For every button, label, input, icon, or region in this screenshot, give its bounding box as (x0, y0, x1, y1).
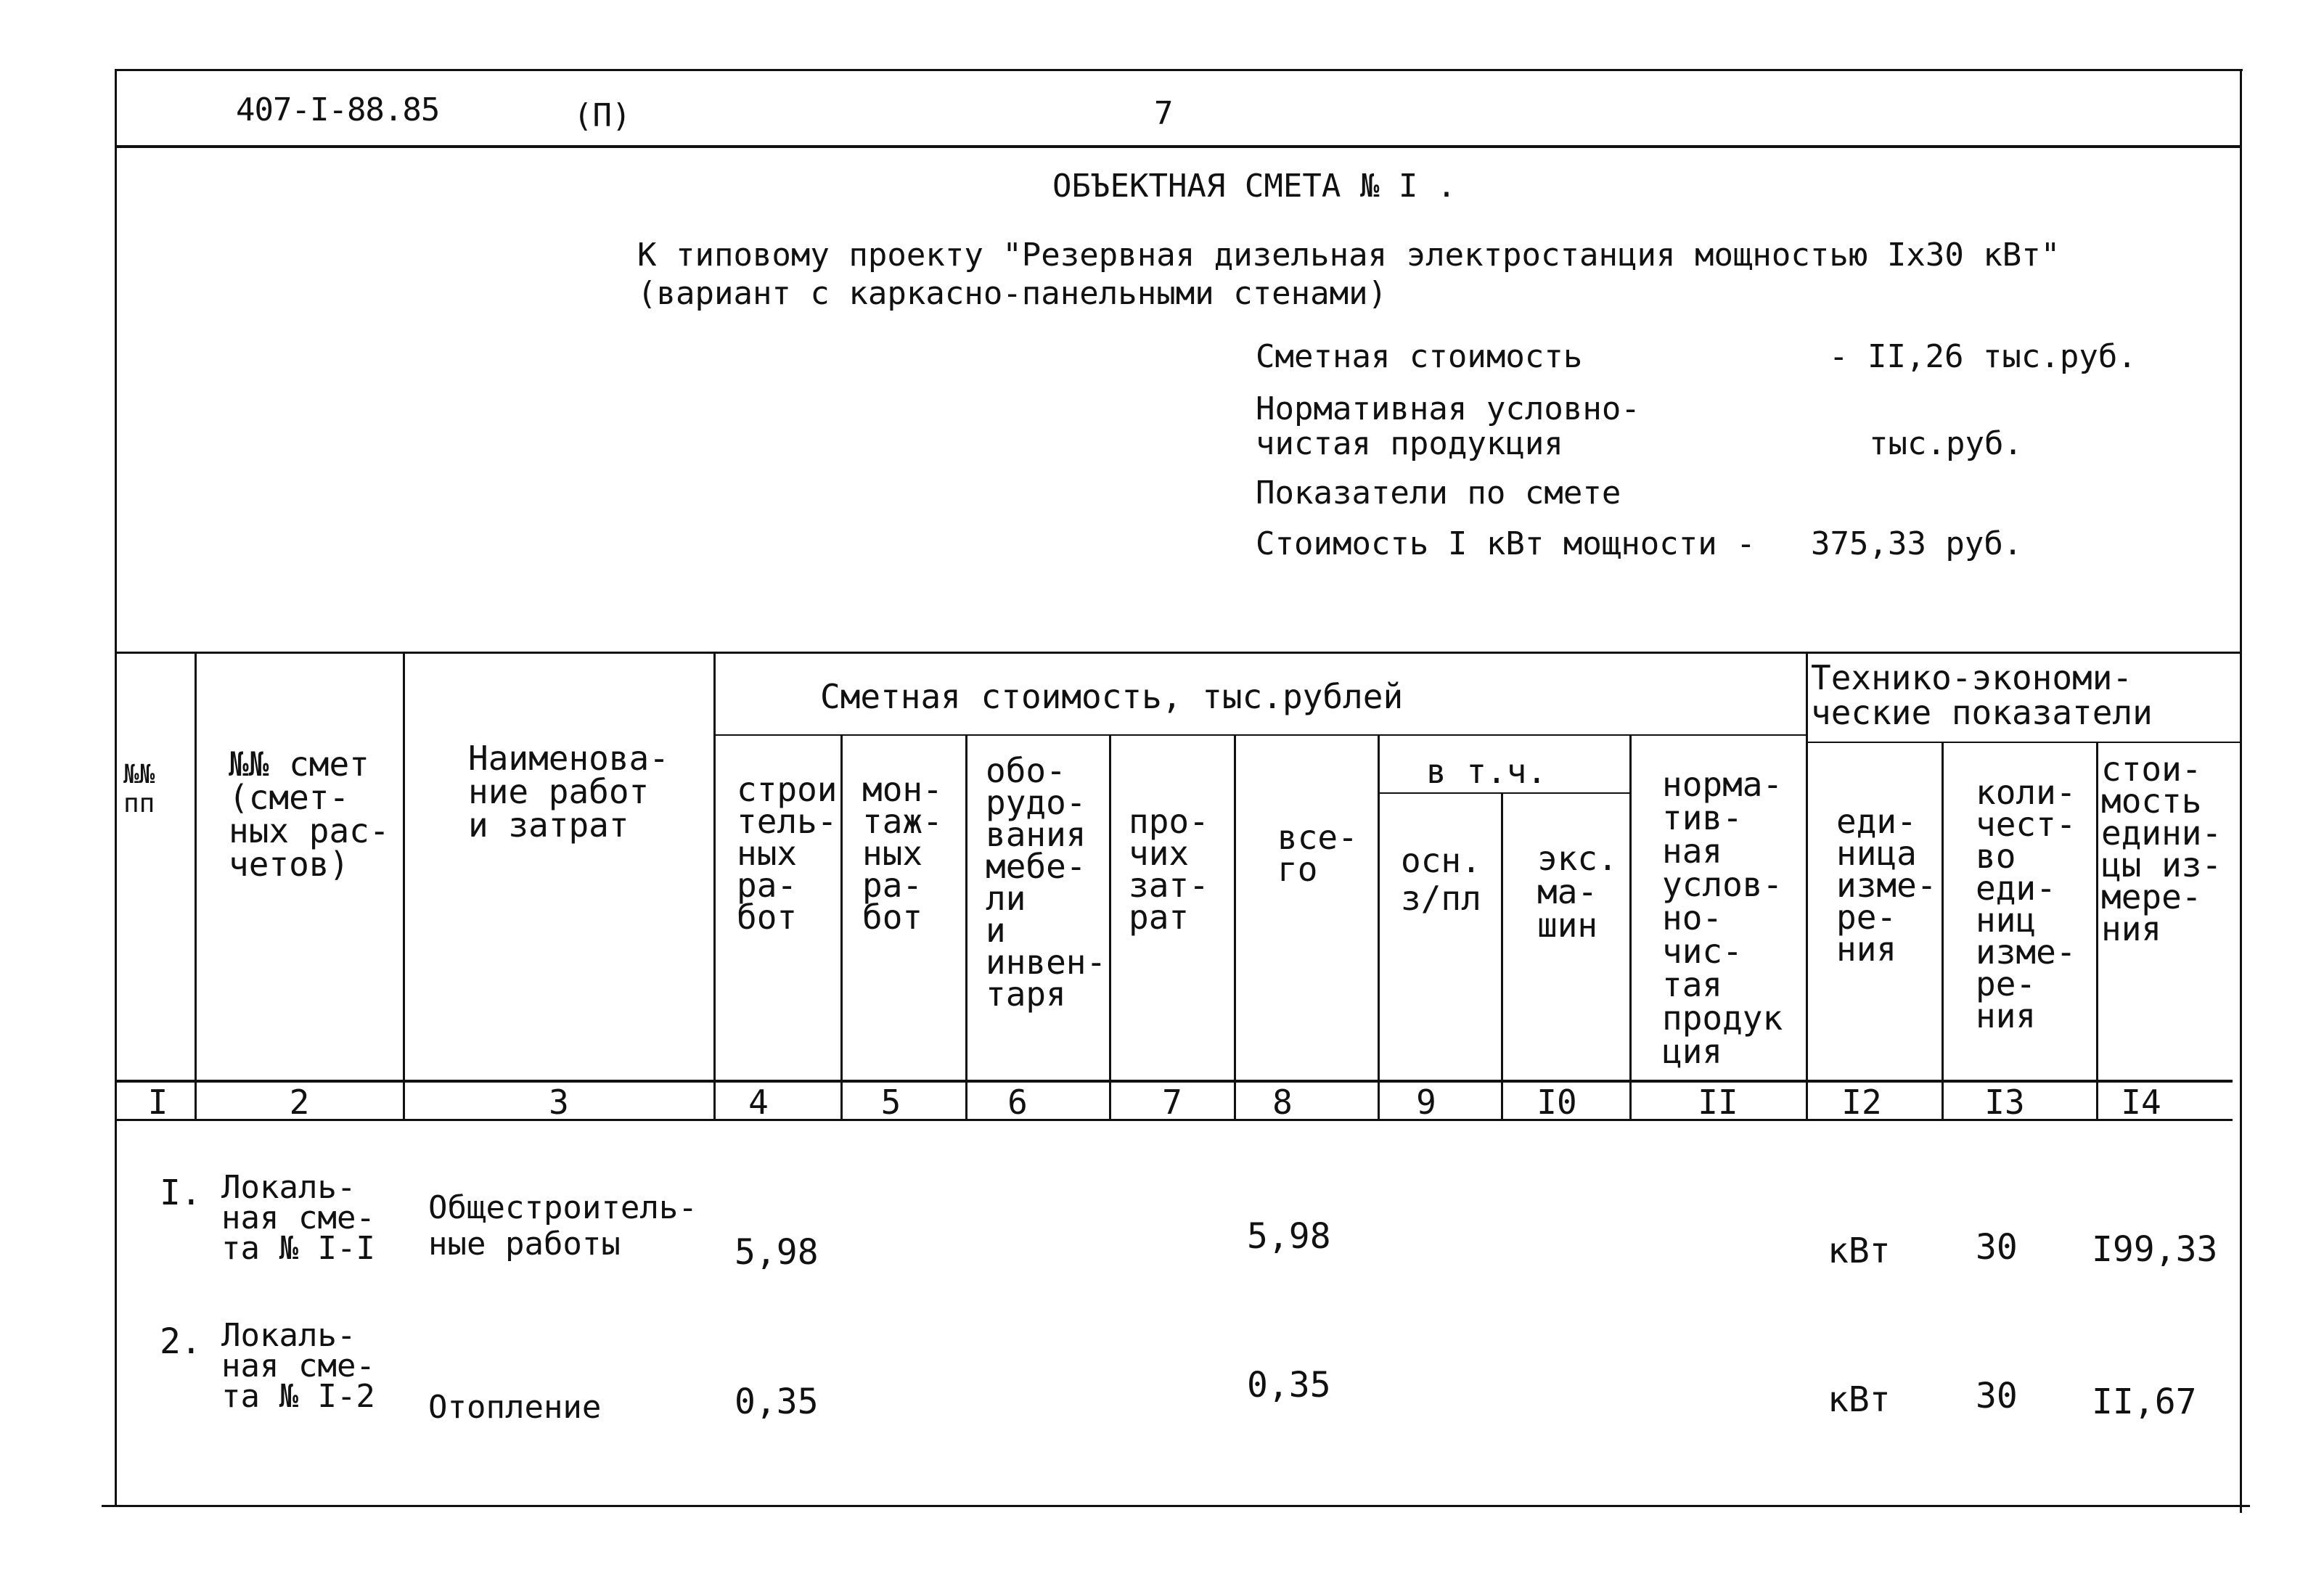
normative-label-1: Нормативная условно- (1256, 390, 1640, 427)
indicators-label: Показатели по смете (1256, 475, 1621, 512)
col-header-2: №№ смет (смет- ных рас- четов) (229, 744, 390, 884)
col-header-6: обо- рудо- вания мебе- ли и инвен- таря (986, 751, 1107, 1014)
row-1-total: 5,98 (1247, 1216, 1331, 1257)
row-1-unit: кВт (1828, 1231, 1891, 1271)
col-number-7: 7 (1162, 1083, 1182, 1122)
col-number-1: I (147, 1083, 168, 1122)
col-line-5 (965, 734, 967, 1120)
col-line-7 (1234, 734, 1236, 1120)
col-header-11: норма- тив- ная услов- но- чис- тая продук ция (1662, 765, 1783, 1071)
col-line-2 (403, 653, 405, 1120)
col-line-11 (1806, 653, 1808, 1120)
row-1-quantity: 30 (1976, 1227, 2018, 1268)
col-header-3: Наименова- ние работ и затрат (468, 739, 669, 845)
row-2-unit-cost: II,67 (2092, 1382, 2197, 1422)
col-number-10: I0 (1537, 1083, 1577, 1122)
frame-left-line (115, 69, 117, 1506)
col-header-1: №№ пп (123, 760, 155, 818)
per-kw-label: Стоимость I кВт мощности - (1256, 525, 1756, 562)
frame-right-line (2240, 69, 2242, 1513)
row-1-name: Общестроитель- ные работы (428, 1189, 697, 1263)
row-2-construction: 0,35 (735, 1382, 819, 1422)
col-number-12: I2 (1841, 1083, 1882, 1122)
col-header-13: коли- чест- во еди- ниц изме- ре- ния (1976, 773, 2077, 1035)
group-header-cost: Сметная стоимость, тыс.рублей (820, 677, 1404, 716)
frame-top-line (116, 69, 2243, 71)
row-1-construction: 5,98 (735, 1232, 819, 1273)
col-header-14: стои- мость едини- цы из- мере- ния (2101, 750, 2222, 948)
col-number-13: I3 (1984, 1083, 2025, 1122)
frame-bottom-line (102, 1505, 2250, 1507)
group-header-underline (715, 734, 1807, 736)
cost-value: - II,26 тыс.руб. (1829, 338, 2137, 375)
col-header-4: строи тель- ных ра- бот (737, 770, 838, 937)
row-2-number: 2. (160, 1321, 202, 1362)
col-line-12 (1942, 742, 1944, 1120)
col-number-4: 4 (748, 1083, 769, 1122)
col-line-3 (713, 653, 716, 1120)
col-header-5: мон- таж- ных ра- бот (862, 770, 943, 937)
group-header-tech: Технико-экономи- ческие показатели (1811, 658, 2153, 732)
col-line-13 (2096, 742, 2098, 1120)
normative-label-2: чистая продукция (1256, 425, 1563, 462)
row-2-estimate: Локаль- ная сме- та № I-2 (221, 1317, 375, 1415)
estimate-title: ОБЪЕКТНАЯ СМЕТА № I . (1052, 168, 1457, 205)
per-kw-value: 375,33 руб. (1811, 525, 2023, 562)
col-line-4 (840, 734, 843, 1120)
col-number-2: 2 (289, 1083, 310, 1122)
col-header-9: осн. з/пл (1401, 841, 1481, 918)
header-bottom-line (116, 145, 2241, 148)
col-line-6 (1109, 734, 1111, 1120)
tech-header-underline (1807, 742, 2240, 743)
col-number-14: I4 (2121, 1083, 2161, 1122)
col-line-1 (195, 653, 197, 1120)
col-number-8: 8 (1272, 1083, 1293, 1122)
col-header-12: еди- ница изме- ре- ния (1836, 802, 1937, 969)
col-header-8: все- го (1277, 818, 1358, 889)
col-number-5: 5 (880, 1083, 901, 1122)
row-1-unit-cost: I99,33 (2092, 1229, 2218, 1270)
col-line-10 (1629, 734, 1632, 1120)
col-number-9: 9 (1416, 1083, 1436, 1122)
col-line-8 (1378, 734, 1380, 1120)
row-2-total: 0,35 (1247, 1365, 1331, 1405)
row-2-name: Отопление (428, 1389, 602, 1426)
cost-label: Сметная стоимость (1256, 338, 1583, 375)
group-header-incl: в т.ч. (1426, 752, 1547, 791)
col-number-11: II (1698, 1083, 1738, 1122)
col-number-6: 6 (1007, 1083, 1028, 1122)
incl-header-underline (1379, 792, 1629, 794)
page-number: 7 (1154, 95, 1174, 132)
col-line-9 (1501, 792, 1503, 1120)
row-1-number: I. (160, 1173, 202, 1213)
row-1-estimate: Локаль- ная сме- та № I-I (221, 1169, 375, 1267)
row-2-unit: кВт (1828, 1379, 1891, 1420)
col-header-7: про- чих зат- рат (1129, 802, 1209, 937)
table-top-line (116, 652, 2241, 654)
document-section: (П) (573, 97, 631, 134)
project-description-line1: К типовому проекту "Резервная дизельная электростанция мощностью Iх30 кВт" (637, 237, 2061, 274)
col-number-3: 3 (549, 1083, 569, 1122)
normative-value: тыс.руб. (1869, 425, 2023, 462)
row-2-quantity: 30 (1976, 1376, 2018, 1416)
document-code: 407-I-88.85 (236, 91, 440, 128)
col-header-10: экс. ма- шин (1537, 839, 1618, 945)
project-description-line2: (вариант с каркасно-панельными стенами) (637, 275, 1388, 312)
